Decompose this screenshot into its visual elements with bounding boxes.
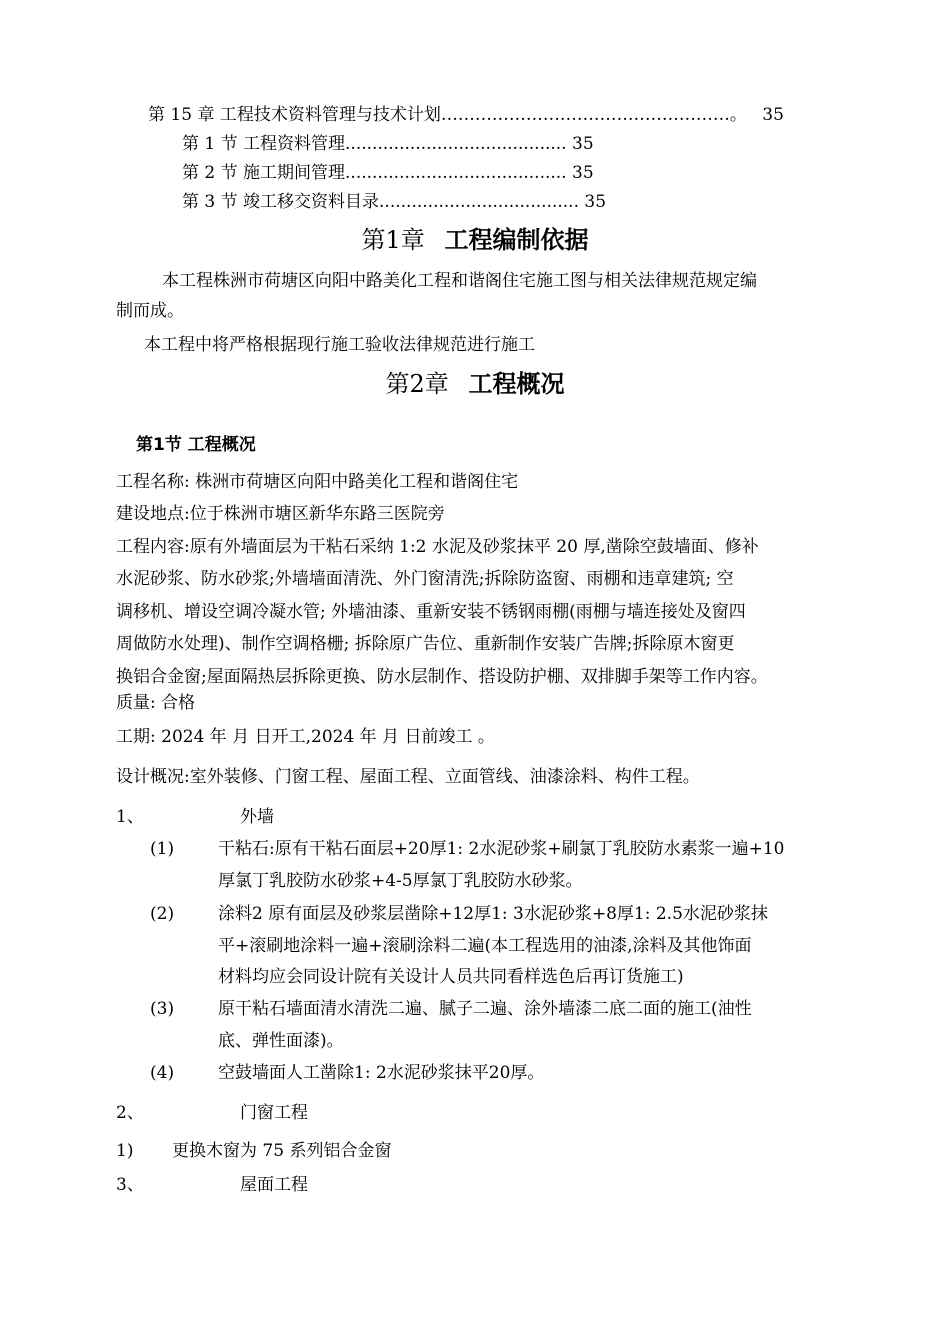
toc-entry-section1[interactable] — [182, 133, 594, 155]
project-content-line3: 调移机、增设空调冷凝水管; 外墙油漆、重新安装不锈钢雨棚(雨棚与墙连接处及窗四 — [116, 602, 746, 622]
toc-entry-text: 第 1 节 工程资料管理......................................... — [182, 134, 567, 154]
sub2-line2: 平+滚刷地涂料一遍+滚刷涂料二遍(本工程选用的油漆,涂料及其他饰面 — [218, 936, 752, 956]
toc-page-number: 35 — [572, 134, 594, 154]
sub1-number: (1) — [150, 839, 175, 859]
design-overview: 设计概况:室外装修、门窗工程、屋面工程、立面管线、油漆涂料、构件工程。 — [116, 767, 700, 787]
toc-entry-text: 第 3 节 竣工移交资料目录..................................... — [182, 192, 579, 212]
sub2-line3: 材料均应会同设计院有关设计人员共同看样选色后再订货施工) — [218, 967, 684, 987]
chapter1-heading — [0, 224, 950, 256]
project-content-line2: 水泥砂浆、防水砂浆;外墙墙面清洗、外门窗清洗;拆除防盗窗、雨棚和违章建筑; 空 — [116, 569, 734, 589]
sub4-line1: 空鼓墙面人工凿除1: 2水泥砂浆抹平20厚。 — [218, 1063, 545, 1083]
project-location: 建设地点:位于株洲市塘区新华东路三医院旁 — [116, 504, 445, 524]
project-duration: 工期: 2024 年 月 日开工,2024 年 月 日前竣工 。 — [116, 727, 495, 747]
item2-title: 门窗工程 — [240, 1103, 308, 1123]
item2-number: 2、 — [116, 1103, 144, 1123]
toc-page-number: 35 — [762, 105, 784, 125]
section1-heading: 第1节 工程概况 — [136, 435, 256, 455]
project-name: 工程名称: 株洲市荷塘区向阳中路美化工程和谐阁住宅 — [116, 472, 519, 492]
item3-number: 3、 — [116, 1175, 144, 1195]
chapter1-paragraph1-line1: 本工程株洲市荷塘区向阳中路美化工程和谐阁住宅施工图与相关法律规范规定编 — [162, 271, 757, 291]
item1-title: 外墙 — [240, 807, 274, 827]
toc-entry-text: 第 15 章 工程技术资料管理与技术计划……………………………………………。 — [148, 105, 747, 125]
toc-entry-section2[interactable] — [182, 162, 594, 184]
item2-sub-number: 1) — [116, 1141, 134, 1161]
sub3-line1: 原干粘石墙面清水清洗二遍、腻子二遍、涂外墙漆二底二面的施工(油性 — [218, 999, 752, 1019]
item1-number: 1、 — [116, 807, 144, 827]
project-quality: 质量: 合格 — [116, 693, 196, 713]
toc-entry-chapter15[interactable] — [148, 104, 784, 126]
sub1-line1: 干粘石:原有干粘石面层+20厚1: 2水泥砂浆+刷氯丁乳胶防水素浆一遍+10 — [218, 839, 785, 859]
chapter1-number: 第1章 — [361, 226, 425, 254]
chapter1-paragraph2: 本工程中将严格根据现行施工验收法律规范进行施工 — [144, 335, 535, 355]
toc-page-number: 35 — [584, 192, 607, 212]
item2-sub-text: 更换木窗为 75 系列铝合金窗 — [172, 1141, 392, 1161]
chapter1-paragraph1-line2: 制而成。 — [116, 301, 184, 321]
toc-page-number: 35 — [572, 163, 594, 183]
sub2-number: (2) — [150, 904, 175, 924]
sub3-number: (3) — [150, 999, 175, 1019]
chapter1-title: 工程编制依据 — [444, 226, 589, 254]
sub1-line2: 厚氯丁乳胶防水砂浆+4-5厚氯丁乳胶防水砂浆。 — [218, 871, 583, 891]
sub4-number: (4) — [150, 1063, 175, 1083]
toc-entry-text: 第 2 节 施工期间管理......................................... — [182, 163, 567, 183]
item3-title: 屋面工程 — [240, 1175, 308, 1195]
sub3-line2: 底、弹性面漆)。 — [218, 1031, 344, 1051]
project-content-line1: 工程内容:原有外墙面层为干粘石采纳 1:2 水泥及砂浆抹平 20 厚,凿除空鼓墙面、修补 — [116, 537, 759, 557]
sub2-line1: 涂料2 原有面层及砂浆层凿除+12厚1: 3水泥砂浆+8厚1: 2.5水泥砂浆抹 — [218, 904, 768, 924]
chapter2-number: 第2章 — [385, 370, 449, 398]
project-content-line4: 周做防水处理)、制作空调格栅; 拆除原广告位、重新制作安装广告牌;拆除原木窗更 — [116, 634, 735, 654]
chapter2-heading — [0, 368, 950, 400]
project-content-line5: 换铝合金窗;屋面隔热层拆除更换、防水层制作、搭设防护棚、双排脚手架等工作内容。 — [116, 667, 768, 687]
chapter2-title: 工程概况 — [468, 370, 565, 398]
toc-entry-section3[interactable] — [182, 191, 606, 213]
